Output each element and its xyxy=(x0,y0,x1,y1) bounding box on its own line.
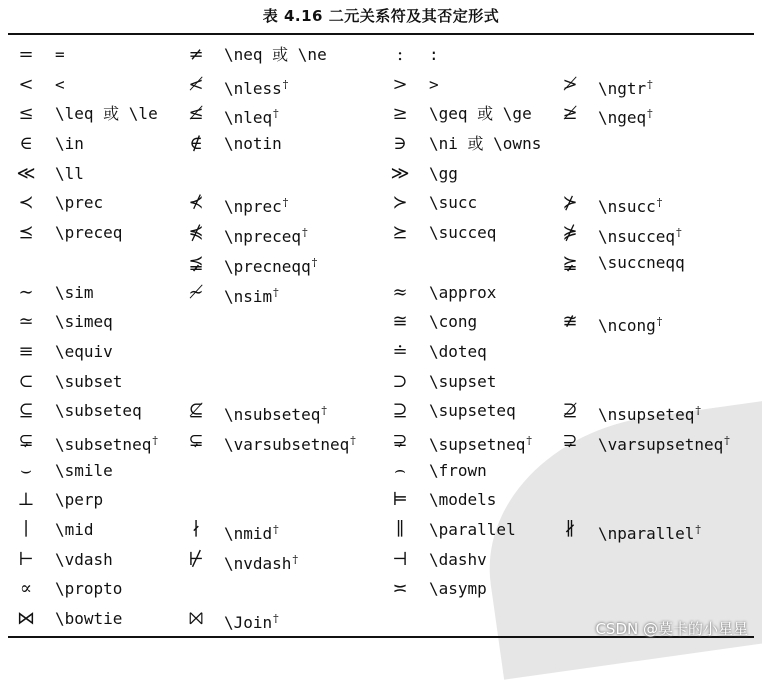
relation-symbol: ⪵ xyxy=(188,251,204,273)
relation-symbol: ≰ xyxy=(188,103,204,125)
command-text: \neq 或 \ne xyxy=(224,45,327,64)
table-row xyxy=(0,278,762,308)
latex-command xyxy=(55,367,122,396)
latex-command xyxy=(224,129,282,158)
relation-symbol: ≺ xyxy=(18,192,34,214)
command-text: \geq 或 \ge xyxy=(429,104,532,124)
relation-symbol: ⊂ xyxy=(18,370,34,392)
dagger-mark: † xyxy=(350,433,356,447)
command-text: \prec xyxy=(55,193,104,213)
table-row xyxy=(0,40,762,70)
table-row xyxy=(0,485,762,515)
command-text: \frown xyxy=(429,460,487,480)
table-row xyxy=(0,159,762,189)
dagger-mark: † xyxy=(282,77,289,91)
latex-command xyxy=(429,574,487,603)
relation-symbol: ⊋ xyxy=(562,429,578,451)
table-caption: 表 4.16 二元关系符及其否定形式 xyxy=(262,7,500,25)
relation-symbol: ≁ xyxy=(188,281,204,303)
relation-symbol: > xyxy=(392,73,408,95)
latex-command xyxy=(55,426,158,459)
relation-symbol: = xyxy=(18,44,34,65)
table-top-rule xyxy=(8,33,754,35)
relation-symbol: < xyxy=(18,73,34,95)
command-text: \subset xyxy=(55,371,123,391)
latex-command xyxy=(224,99,279,132)
relation-symbol: ⊈ xyxy=(188,400,204,422)
dagger-mark: † xyxy=(656,315,663,329)
relation-symbol: : xyxy=(396,44,404,65)
latex-command xyxy=(429,307,477,336)
relation-symbol: ⊨ xyxy=(392,489,408,511)
relation-symbol: ⊬ xyxy=(188,548,204,570)
command-text: \Join xyxy=(224,613,273,633)
dagger-mark: † xyxy=(695,404,701,418)
command-text: \supset xyxy=(429,371,497,391)
command-text: \asymp xyxy=(429,579,487,599)
command-text: \nprec xyxy=(224,197,282,217)
relation-symbol: ⨝ xyxy=(188,608,204,630)
relation-symbol: ⊃ xyxy=(392,370,408,392)
dagger-mark: † xyxy=(647,77,653,91)
command-text: \parallel xyxy=(429,520,516,539)
command-text: \ncong xyxy=(598,316,656,336)
latex-command xyxy=(55,456,113,485)
latex-command xyxy=(598,99,653,132)
command-text: = xyxy=(55,45,65,64)
latex-command xyxy=(429,367,496,396)
latex-command xyxy=(55,574,122,603)
latex-command xyxy=(429,218,496,247)
command-text: \ni 或 \owns xyxy=(429,134,542,154)
command-text: \nsucceq xyxy=(598,227,676,247)
latex-command xyxy=(224,248,317,281)
latex-command xyxy=(429,456,487,485)
command-text: \vdash xyxy=(55,549,113,569)
command-text: \doteq xyxy=(429,341,487,361)
relation-symbol: ⊊ xyxy=(18,429,34,451)
relation-symbol: ≠ xyxy=(188,44,204,65)
table-row xyxy=(0,515,762,545)
command-text: \nvdash xyxy=(224,553,292,573)
relation-symbol: ⋡ xyxy=(562,222,578,244)
latex-command xyxy=(224,396,327,429)
latex-command xyxy=(598,218,682,251)
command-text: \precneqq xyxy=(224,256,311,276)
latex-command xyxy=(598,70,653,103)
relation-symbol: ≻ xyxy=(392,192,408,214)
relation-symbol: ∦ xyxy=(564,519,576,540)
latex-command xyxy=(429,426,532,459)
latex-command xyxy=(598,515,701,548)
latex-command xyxy=(598,307,662,340)
relation-symbol: ≇ xyxy=(562,311,578,333)
relation-symbol: ≃ xyxy=(18,311,34,333)
command-text: \notin xyxy=(224,134,282,154)
relation-symbol: ≥ xyxy=(392,103,408,125)
latex-command xyxy=(429,545,487,574)
latex-command xyxy=(55,515,94,544)
command-text: \nsim xyxy=(224,286,273,306)
relation-symbol-table xyxy=(0,40,762,634)
table-row xyxy=(0,337,762,367)
latex-command xyxy=(429,337,487,366)
table-row xyxy=(0,99,762,129)
relation-symbol: ≐ xyxy=(392,340,408,362)
command-text: \subsetneq xyxy=(55,434,152,454)
latex-command xyxy=(55,218,122,247)
dagger-mark: † xyxy=(676,226,682,240)
relation-symbol: ≯ xyxy=(562,73,578,95)
relation-symbol: ⊉ xyxy=(562,400,578,422)
latex-command xyxy=(224,40,327,69)
command-text: \simeq xyxy=(55,312,113,332)
latex-command xyxy=(55,188,103,217)
command-text: \nparallel xyxy=(598,524,695,543)
command-text: \dashv xyxy=(429,549,487,569)
table-row xyxy=(0,545,762,575)
command-text: \succeq xyxy=(429,223,497,243)
command-text: : xyxy=(429,45,439,64)
relation-symbol: ⪶ xyxy=(562,251,578,273)
latex-command xyxy=(55,99,158,128)
csdn-watermark-text: CSDN @莫卡的小星星 xyxy=(595,620,748,638)
latex-command xyxy=(224,70,288,103)
latex-command xyxy=(224,218,308,251)
command-text: < xyxy=(55,74,65,94)
table-row xyxy=(0,574,762,604)
latex-command xyxy=(55,485,103,514)
latex-command xyxy=(55,159,84,188)
latex-command xyxy=(55,129,84,158)
table-row xyxy=(0,248,762,278)
dagger-mark: † xyxy=(526,433,532,447)
relation-symbol: ≅ xyxy=(392,311,408,333)
command-text: \cong xyxy=(429,312,478,332)
relation-symbol: ≡ xyxy=(18,340,34,362)
command-text: \nleq xyxy=(224,108,273,128)
latex-command xyxy=(598,396,701,429)
latex-command xyxy=(224,188,288,221)
latex-command xyxy=(429,515,516,544)
relation-symbol: ⊢ xyxy=(18,548,34,570)
latex-command xyxy=(429,129,541,158)
command-text: \perp xyxy=(55,490,104,510)
command-text: \propto xyxy=(55,579,123,599)
command-text: \subseteq xyxy=(55,401,142,421)
relation-symbol: ⌣ xyxy=(20,459,32,481)
relation-symbol: ⊋ xyxy=(392,429,408,451)
latex-command xyxy=(429,278,496,307)
command-text: \npreceq xyxy=(224,227,302,247)
dagger-mark: † xyxy=(273,612,279,626)
relation-symbol: ∝ xyxy=(19,578,33,600)
dagger-mark: † xyxy=(273,107,279,121)
relation-symbol: ⊀ xyxy=(188,192,204,214)
command-text: \models xyxy=(429,490,497,510)
latex-command xyxy=(429,70,439,99)
latex-command xyxy=(224,604,279,637)
relation-symbol: ∈ xyxy=(19,133,33,155)
dagger-mark: † xyxy=(292,552,298,566)
command-text: \succneqq xyxy=(598,252,685,272)
latex-command xyxy=(598,188,662,221)
dagger-mark: † xyxy=(656,196,663,210)
latex-command xyxy=(55,40,65,69)
latex-command xyxy=(598,426,730,459)
latex-command xyxy=(429,159,458,188)
command-text: \ngeq xyxy=(598,108,647,128)
table-row xyxy=(0,456,762,486)
relation-symbol: ⌢ xyxy=(394,459,406,481)
table-row xyxy=(0,426,762,456)
latex-command xyxy=(55,70,65,99)
latex-command xyxy=(55,337,113,366)
command-text: \approx xyxy=(429,282,497,302)
relation-symbol: ∤ xyxy=(191,519,201,540)
latex-command xyxy=(598,248,685,277)
dagger-mark: † xyxy=(273,285,279,299)
command-text: \ll xyxy=(55,163,84,183)
latex-command xyxy=(429,99,532,128)
latex-command xyxy=(55,396,142,425)
command-text: \varsupsetneq xyxy=(598,434,724,454)
dagger-mark: † xyxy=(152,433,158,447)
command-text: \leq 或 \le xyxy=(55,104,158,124)
command-text: \supseteq xyxy=(429,401,516,421)
table-row xyxy=(0,307,762,337)
dagger-mark: † xyxy=(302,226,308,240)
relation-symbol: ≈ xyxy=(392,281,408,303)
dagger-mark: † xyxy=(647,107,653,121)
relation-symbol: ⊣ xyxy=(392,548,408,570)
command-text: \supsetneq xyxy=(429,434,526,454)
latex-command xyxy=(429,485,496,514)
latex-command xyxy=(429,396,516,425)
relation-symbol: ⊆ xyxy=(18,400,34,422)
table-row xyxy=(0,396,762,426)
latex-command xyxy=(55,604,122,633)
latex-command xyxy=(55,545,113,574)
command-text: \varsubsetneq xyxy=(224,434,350,454)
table-row xyxy=(0,129,762,159)
command-text: \nsubseteq xyxy=(224,405,321,425)
command-text: \in xyxy=(55,134,84,154)
latex-command xyxy=(224,278,279,311)
latex-command xyxy=(55,278,94,307)
table-row xyxy=(0,218,762,248)
dagger-mark: † xyxy=(321,404,327,418)
relation-symbol: ≍ xyxy=(392,578,408,600)
command-text: \nsucc xyxy=(598,197,656,217)
dagger-mark: † xyxy=(724,433,730,447)
relation-symbol: ∼ xyxy=(18,281,34,303)
latex-command xyxy=(55,307,113,336)
relation-symbol: ∣ xyxy=(23,519,29,540)
command-text: \mid xyxy=(55,520,94,539)
table-row xyxy=(0,70,762,100)
dagger-mark: † xyxy=(311,255,318,269)
relation-symbol: ∋ xyxy=(393,133,407,155)
relation-symbol: ⊇ xyxy=(392,400,408,422)
relation-symbol: ⪯ xyxy=(18,222,34,244)
dagger-mark: † xyxy=(273,523,279,536)
relation-symbol: ⊁ xyxy=(562,192,578,214)
command-text: \gg xyxy=(429,163,458,183)
command-text: \equiv xyxy=(55,341,113,361)
latex-command xyxy=(429,188,477,217)
command-text: \preceq xyxy=(55,223,123,243)
command-text: > xyxy=(429,74,439,94)
command-text: \nmid xyxy=(224,524,273,543)
relation-symbol: ⊥ xyxy=(17,489,35,511)
command-text: \sim xyxy=(55,282,94,302)
table-row xyxy=(0,367,762,397)
command-text: \nless xyxy=(224,78,282,98)
latex-command xyxy=(429,40,439,69)
relation-symbol: ∉ xyxy=(189,133,203,155)
relation-symbol: ∥ xyxy=(395,519,405,540)
latex-command xyxy=(224,545,298,578)
command-text: \succ xyxy=(429,193,478,213)
command-text: \bowtie xyxy=(55,609,123,629)
relation-symbol: ≪ xyxy=(16,162,36,184)
dagger-mark: † xyxy=(282,196,289,210)
relation-symbol: ⋠ xyxy=(188,222,204,244)
relation-symbol: ⪰ xyxy=(392,222,408,244)
relation-symbol: ⊊ xyxy=(188,429,204,451)
command-text: \nsupseteq xyxy=(598,405,695,425)
relation-symbol: ≫ xyxy=(390,162,410,184)
relation-symbol: ⋈ xyxy=(17,608,35,630)
command-text: \smile xyxy=(55,460,113,480)
relation-symbol: ≱ xyxy=(562,103,578,125)
relation-symbol: ≮ xyxy=(188,73,204,95)
latex-command xyxy=(224,515,279,548)
latex-command xyxy=(224,426,356,459)
table-row xyxy=(0,188,762,218)
relation-symbol: ≤ xyxy=(18,103,34,125)
dagger-mark: † xyxy=(695,523,701,536)
command-text: \ngtr xyxy=(598,78,647,98)
